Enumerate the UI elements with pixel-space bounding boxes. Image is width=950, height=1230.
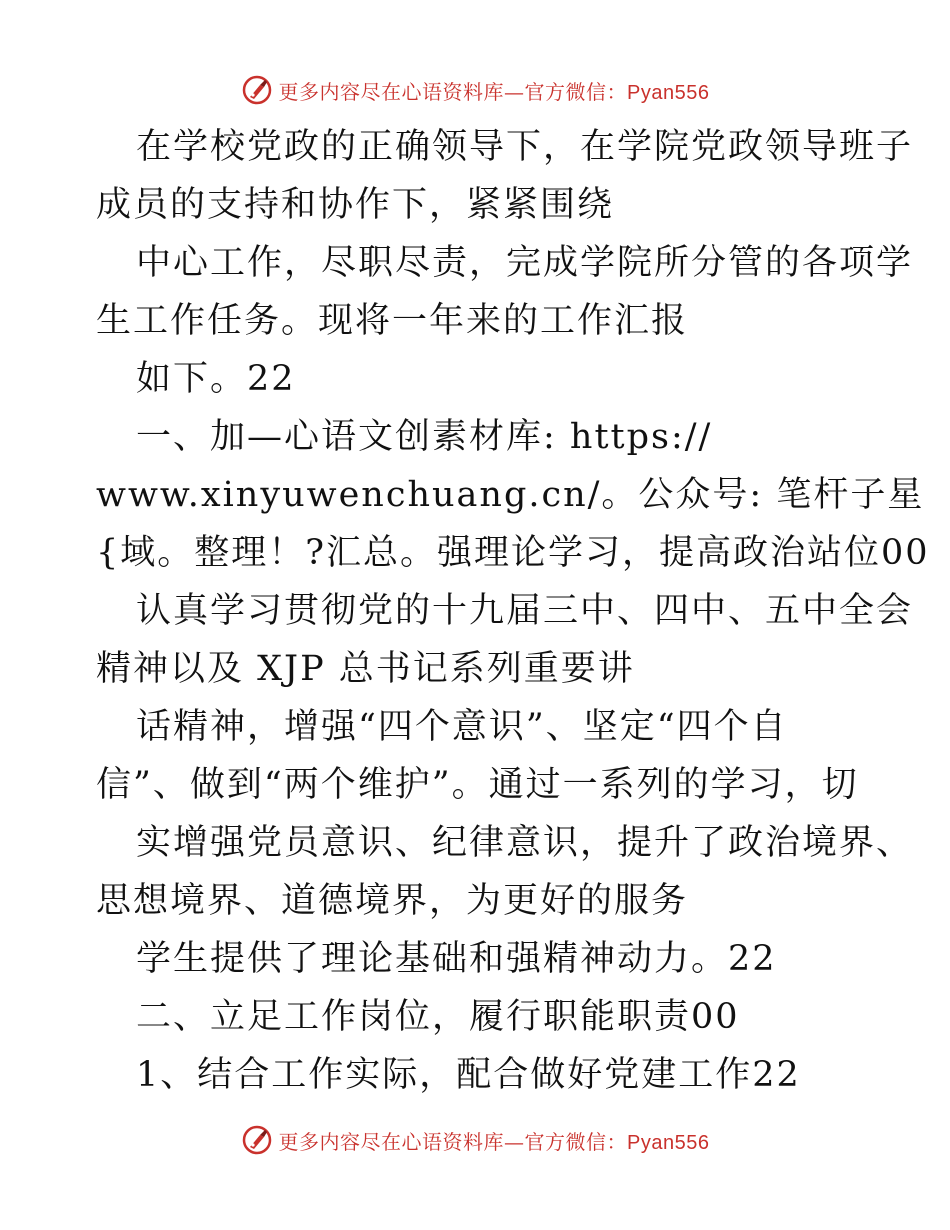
paragraph-line: 生工作任务。现将一年来的工作汇报 bbox=[96, 301, 689, 341]
paragraph-line: 中心工作，尽职尽责，完成学院所分管的各项学 bbox=[136, 243, 914, 283]
paragraph-line: www.xinyuwenchuang.cn/。公众号: 笔杆子星 bbox=[96, 475, 925, 515]
paragraph-line: 在学校党政的正确领导下，在学院党政领导班子 bbox=[136, 127, 914, 167]
watermark-text: 更多内容尽在心语资料库—官方微信：Pyan556 bbox=[278, 79, 710, 104]
footer-watermark-banner bbox=[0, 1122, 950, 1158]
section-heading-line: 一、加—心语文创素材库: https:// bbox=[136, 417, 713, 457]
pen-nib-seal-icon bbox=[241, 74, 273, 106]
paragraph-line: 话精神，增强“四个意识”、坚定“四个自 bbox=[136, 707, 788, 747]
watermark-text: 更多内容尽在心语资料库—官方微信：Pyan556 bbox=[278, 1129, 710, 1154]
paragraph-line: 认真学习贯彻党的十九届三中、四中、五中全会 bbox=[136, 591, 914, 631]
document-body bbox=[96, 118, 930, 1104]
paragraph-line: 信”、做到“两个维护”。通过一系列的学习，切 bbox=[96, 765, 859, 805]
paragraph-line: 思想境界、道德境界，为更好的服务 bbox=[96, 881, 689, 921]
paragraph-line: 成员的支持和协作下，紧紧围绕 bbox=[96, 185, 615, 225]
section-heading-line: 二、立足工作岗位，履行职能职责00 bbox=[136, 997, 740, 1037]
paragraph-line: 如下。22 bbox=[136, 359, 296, 399]
header-watermark-banner bbox=[0, 72, 950, 108]
subsection-heading-line: 1、结合工作实际，配合做好党建工作22 bbox=[136, 1055, 801, 1095]
paragraph-line: 学生提供了理论基础和强精神动力。22 bbox=[136, 939, 777, 979]
paragraph-line: 精神以及 XJP 总书记系列重要讲 bbox=[96, 649, 635, 689]
paragraph-line: {域。整理！?汇总。强理论学习，提高政治站位00 bbox=[96, 533, 930, 573]
paragraph-line: 实增强党员意识、纪律意识，提升了政治境界、 bbox=[136, 823, 914, 863]
pen-nib-seal-icon bbox=[241, 1124, 273, 1156]
